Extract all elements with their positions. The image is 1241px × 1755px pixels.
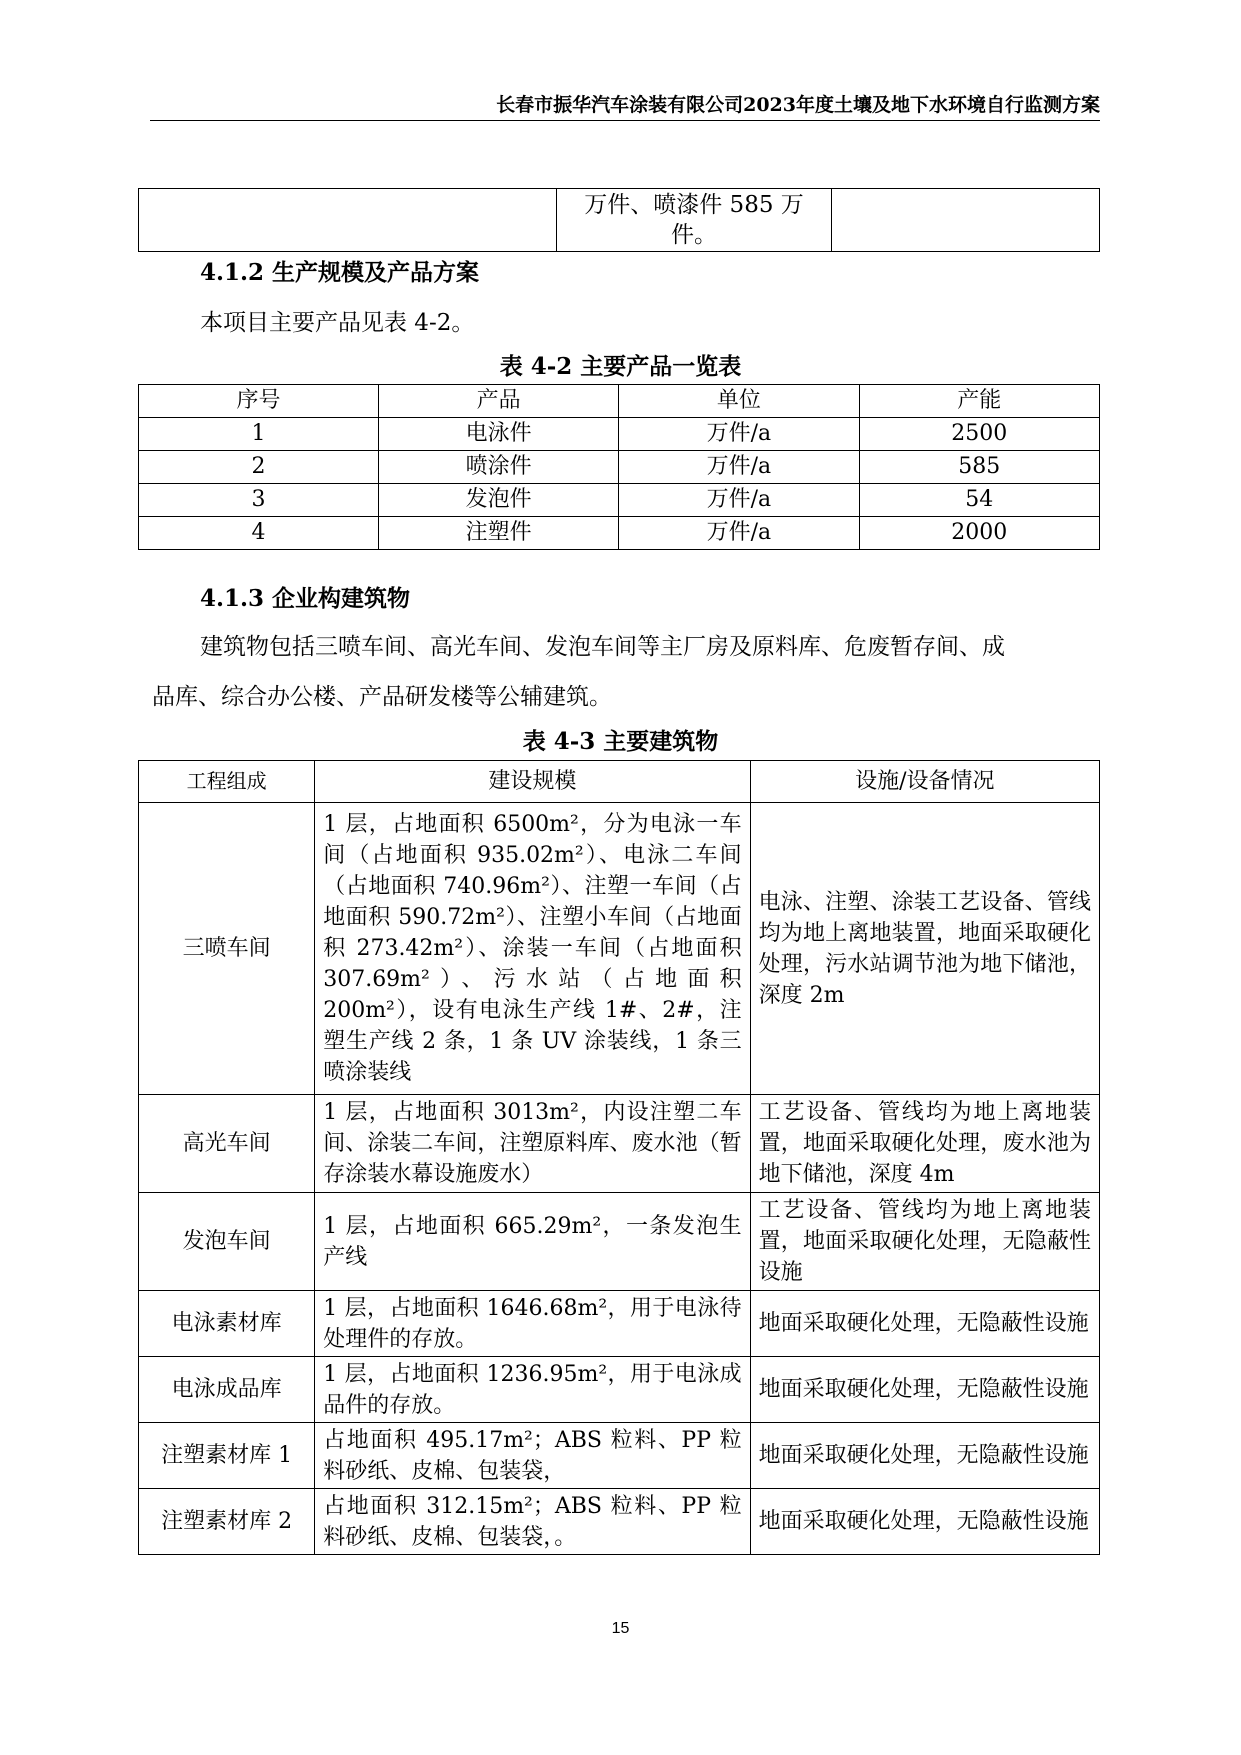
table-cell: 1 xyxy=(139,418,379,451)
paragraph-line: 品库、综合办公楼、产品研发楼等公辅建筑。 xyxy=(152,684,612,710)
table-cell: 万件/a xyxy=(619,418,859,451)
table-cell: 喷涂件 xyxy=(379,451,619,484)
table-cell: 发泡车间 xyxy=(139,1193,315,1291)
page-number: 15 xyxy=(611,1620,630,1637)
table-row xyxy=(139,189,1100,252)
table-cell: 注塑素材库 2 xyxy=(139,1489,315,1555)
table-row xyxy=(139,1193,1100,1291)
table-cell: 地面采取硬化处理，无隐蔽性设施 xyxy=(750,1423,1099,1489)
table-cell: 1 层，占地面积 3013m²，内设注塑二车间、涂装二车间，注塑原料库、废水池（暂存涂装水幕设施废水） xyxy=(315,1095,750,1193)
table-row xyxy=(139,1489,1100,1555)
table-row xyxy=(139,1095,1100,1193)
table-cell: 注塑素材库 1 xyxy=(139,1423,315,1489)
table-row xyxy=(139,451,1100,484)
table-row xyxy=(139,1357,1100,1423)
table-cell: 2 xyxy=(139,451,379,484)
table-cell xyxy=(831,189,1099,252)
paragraph-line: 建筑物包括三喷车间、高光车间、发泡车间等主厂房及原料库、危废暂存间、成 xyxy=(200,634,1005,660)
table-cell: 工艺设备、管线均为地上离地装置，地面采取硬化处理，废水池为地下储池，深度 4m xyxy=(750,1095,1099,1193)
continued-table xyxy=(138,188,1100,252)
table-cell: 占地面积 495.17m²；ABS 粒料、PP 粒料砂纸、皮棉、包装袋， xyxy=(315,1423,750,1489)
header-title: 长春市振华汽车涂装有限公司2023年度土壤及地下水环境自行监测方案 xyxy=(496,94,1100,116)
table-row xyxy=(139,418,1100,451)
column-header: 设施/设备情况 xyxy=(750,761,1099,803)
table-cell: 电泳、注塑、涂装工艺设备、管线均为地上离地装置，地面采取硬化处理，污水站调节池为地下储池，深度 2m xyxy=(750,803,1099,1095)
table-caption: 表 4-2 主要产品一览表 xyxy=(499,353,742,380)
table-cell: 三喷车间 xyxy=(139,803,315,1095)
table-cell: 2500 xyxy=(859,418,1099,451)
table-cell: 1 层，占地面积 1236.95m²，用于电泳成品件的存放。 xyxy=(315,1357,750,1423)
products-table xyxy=(138,384,1100,550)
table-row xyxy=(139,1423,1100,1489)
table-cell: 1 层，占地面积 6500m²，分为电泳一车间（占地面积 935.02m²）、电泳二车间（占地面积 740.96m²）、注塑一车间（占地面积 590.72m²）、注塑小车间（占地面积 273.42m²）、涂装一车间（占地面积 307.69m²）、污水站（占地面积 200m²），设有电泳生产线 1#、2#，注塑生产线 2 条，1 条 UV 涂装线，1 条三喷涂装线 xyxy=(315,803,750,1095)
table-cell: 585 xyxy=(859,451,1099,484)
table-cell: 1 层，占地面积 665.29m²，一条发泡生产线 xyxy=(315,1193,750,1291)
table-cell: 万件/a xyxy=(619,517,859,550)
table-row xyxy=(139,1291,1100,1357)
table-header-row xyxy=(139,385,1100,418)
table-cell: 占地面积 312.15m²；ABS 粒料、PP 粒料砂纸、皮棉、包装袋，。 xyxy=(315,1489,750,1555)
table-cell: 电泳素材库 xyxy=(139,1291,315,1357)
table-cell: 54 xyxy=(859,484,1099,517)
table-cell: 电泳件 xyxy=(379,418,619,451)
table-cell: 地面采取硬化处理，无隐蔽性设施 xyxy=(750,1291,1099,1357)
table-cell: 万件/a xyxy=(619,451,859,484)
table-row xyxy=(139,803,1100,1095)
table-cell: 3 xyxy=(139,484,379,517)
table-cell: 地面采取硬化处理，无隐蔽性设施 xyxy=(750,1489,1099,1555)
buildings-table xyxy=(138,760,1100,1555)
column-header: 产能 xyxy=(859,385,1099,418)
column-header: 产品 xyxy=(379,385,619,418)
table-cell: 2000 xyxy=(859,517,1099,550)
paragraph: 本项目主要产品见表 4-2。 xyxy=(200,310,475,336)
table-cell: 高光车间 xyxy=(139,1095,315,1193)
table-cell: 万件/a xyxy=(619,484,859,517)
table-row xyxy=(139,484,1100,517)
section-heading: 4.1.3 企业构建筑物 xyxy=(200,585,411,612)
column-header: 单位 xyxy=(619,385,859,418)
table-row xyxy=(139,517,1100,550)
table-caption: 表 4-3 主要建筑物 xyxy=(522,728,719,755)
table-cell xyxy=(139,189,557,252)
column-header: 工程组成 xyxy=(139,761,315,803)
table-cell: 地面采取硬化处理，无隐蔽性设施 xyxy=(750,1357,1099,1423)
table-header-row xyxy=(139,761,1100,803)
column-header: 序号 xyxy=(139,385,379,418)
table-cell: 注塑件 xyxy=(379,517,619,550)
table-cell: 万件、喷漆件 585 万件。 xyxy=(557,189,832,252)
section-heading: 4.1.2 生产规模及产品方案 xyxy=(200,259,480,286)
table-cell: 电泳成品库 xyxy=(139,1357,315,1423)
table-cell: 发泡件 xyxy=(379,484,619,517)
table-cell: 1 层，占地面积 1646.68m²，用于电泳待处理件的存放。 xyxy=(315,1291,750,1357)
table-cell: 工艺设备、管线均为地上离地装置，地面采取硬化处理，无隐蔽性设施 xyxy=(750,1193,1099,1291)
page-header xyxy=(150,90,1100,121)
column-header: 建设规模 xyxy=(315,761,750,803)
table-cell: 4 xyxy=(139,517,379,550)
